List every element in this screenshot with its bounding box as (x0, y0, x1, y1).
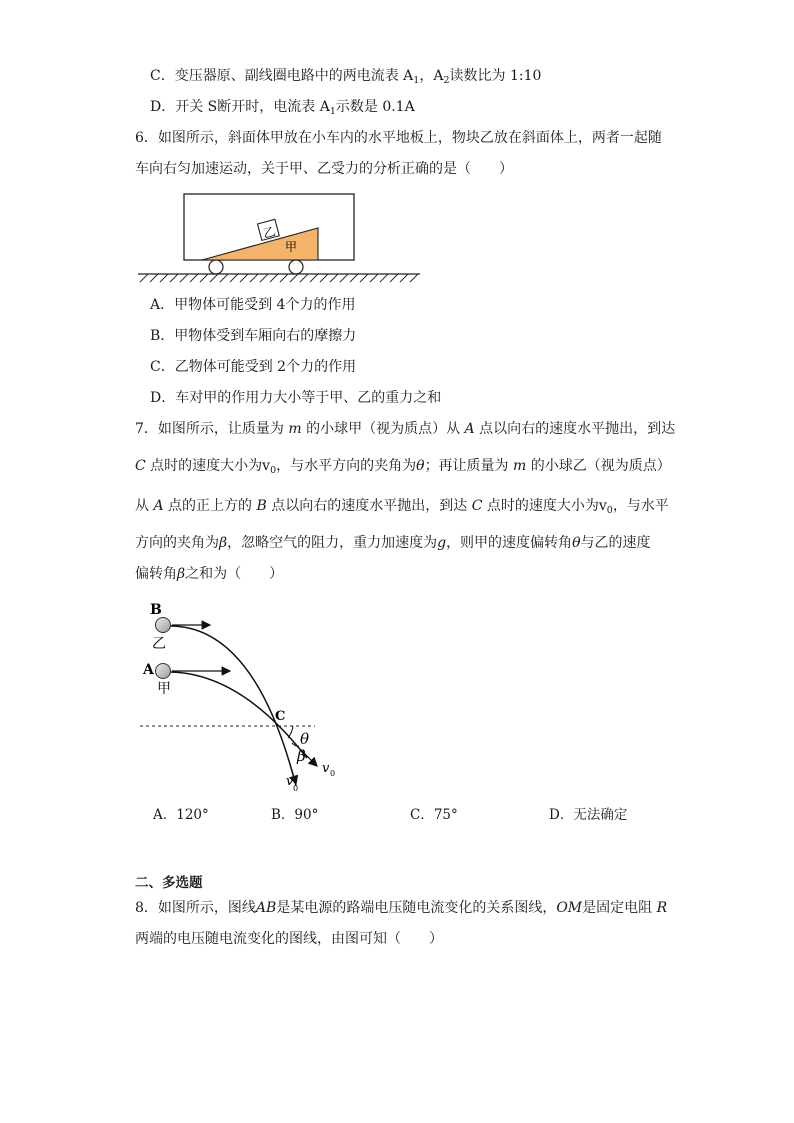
angle-arc-theta (288, 726, 293, 738)
q8-stem-line2: 两端的电压随电流变化的图线，由图可知（ ） (135, 931, 443, 947)
q7-stem-line5: 偏转角β之和为（ ） (135, 566, 284, 582)
q6-option-d: D．车对甲的作用力大小等于甲、乙的重力之和 (150, 390, 442, 406)
q6-stem-line1: 6．如图所示，斜面体甲放在小车内的水平地板上，物块乙放在斜面体上，两者一起随 (135, 130, 662, 146)
q6-option-b: B．甲物体受到车厢向右的摩擦力 (150, 328, 357, 344)
q6-stem-line2: 车向右匀加速运动，关于甲、乙受力的分析正确的是（ ） (135, 161, 513, 177)
ground (138, 274, 420, 282)
q7-option-b: B．90° (271, 807, 319, 823)
q7-stem-line2: C 点时的速度大小为$v_0$，与水平方向的夹角为θ；再让质量为 m 的小球乙（视为质点） (135, 458, 671, 476)
label-v-jia-sub: 0 (330, 769, 336, 778)
ball-yi (156, 618, 171, 633)
q6-option-c: C．乙物体可能受到 2个力的作用 (150, 359, 357, 375)
label-A: A (143, 662, 154, 678)
q8-stem-line1: 8．如图所示，图线AB是某电源的路端电压随电流变化的关系图线，OM是固定电阻 R (135, 900, 668, 916)
q7-stem-line3: 从 A 点的正上方的 B 点以向右的速度水平抛出，到达 C 点时的速度大小为$v_0$，与水平 (135, 498, 669, 516)
q7-figure (130, 596, 350, 796)
label-v-yi: v (286, 774, 294, 789)
label-v-jia: v (322, 761, 330, 776)
q7-option-a: A．120° (153, 807, 209, 823)
svg-text:乙: 乙 (261, 224, 277, 242)
label-yi: 乙 (152, 636, 166, 652)
wheel-left (209, 260, 223, 274)
label-v-yi-sub: 0 (293, 784, 299, 793)
q7-option-d: D．无法确定 (549, 807, 628, 823)
q6-option-a: A．甲物体可能受到 4个力的作用 (150, 297, 356, 313)
q5-option-d: D．开关 S断开时，电流表 $A_1$示数是 0.1A (150, 99, 415, 117)
label-beta: β (297, 747, 306, 765)
wheel-right (289, 260, 303, 274)
trajectory-jia (168, 672, 310, 758)
q7-stem-line4: 方向的夹角为β，忽略空气的阻力，重力加速度为g，则甲的速度偏转角θ与乙的速度 (135, 535, 651, 551)
ball-jia (156, 664, 171, 679)
section-title-multi-choice: 二、多选题 (135, 875, 203, 891)
label-C: C (275, 709, 286, 724)
label-theta: θ (300, 730, 310, 748)
label-B: B (150, 602, 162, 618)
trajectory-yi (170, 626, 296, 786)
q7-option-c: C．75° (410, 807, 458, 823)
q7-stem-line1: 7．如图所示，让质量为 m 的小球甲（视为质点）从 A 点以向右的速度水平抛出，到达 (135, 421, 676, 437)
wedge-label: 甲 (284, 240, 298, 254)
q5-option-c: C．变压器原、副线圈电路中的两电流表 $A_1$，$A_2$读数比为 1:10 (150, 68, 542, 86)
label-jia: 甲 (157, 681, 171, 697)
q6-figure (130, 186, 430, 291)
